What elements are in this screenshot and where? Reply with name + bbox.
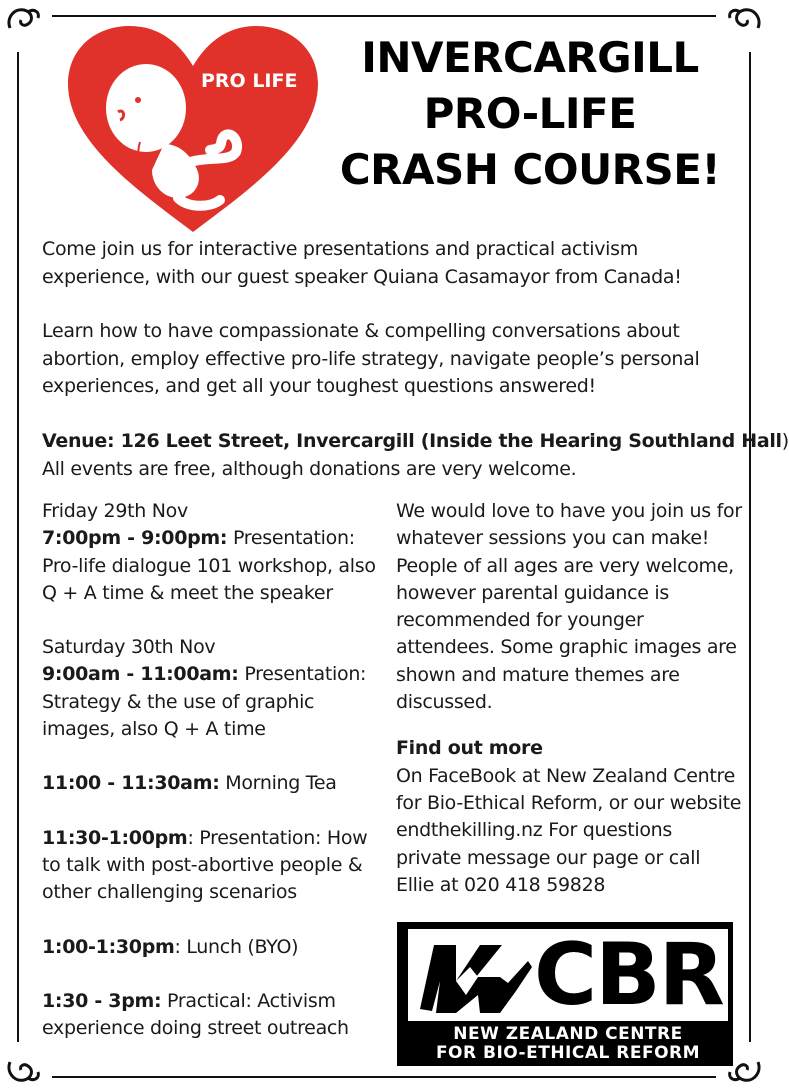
venue-close-paren: ) [781, 430, 789, 452]
venue-section [42, 428, 789, 483]
saturday-block [42, 634, 382, 743]
frame-right-line [749, 52, 751, 1042]
saturday-session-1 [42, 661, 382, 743]
intro-section [42, 236, 742, 401]
friday-block [42, 498, 382, 607]
find-out-more-text: On FaceBook at New Zealand Centre for Bio-Ethical Reform, or our website endthekilling.nz For questions private message our page or call Ellie at 020 418 59828 [396, 764, 742, 896]
frame-left-line [17, 52, 19, 1042]
page-title [330, 30, 730, 198]
session-2-time: 11:00 - 11:30am: [42, 772, 220, 795]
corner-ornament-top-left [4, 4, 44, 44]
frame-top-line [52, 15, 716, 17]
nzcbr-letters: CBR [534, 925, 723, 1025]
saturday-session-4 [42, 934, 382, 961]
friday-session-time: 7:00pm - 9:00pm: [42, 527, 228, 550]
session-4-time: 1:00-1:30pm [42, 935, 175, 958]
saturday-session-5 [42, 988, 382, 1043]
friday-session-desc: Presentation: Pro-life dialogue 101 workshop, also Q + A time & meet the speaker [42, 527, 376, 604]
nz-map-icon [416, 937, 536, 1017]
saturday-date: Saturday 30th Nov [42, 636, 216, 659]
venue-note: All events are free, although donations are very welcome. [42, 457, 577, 480]
info-column [396, 498, 742, 899]
frame-bottom-line [52, 1076, 716, 1078]
session-4-desc: : Lunch (BYO) [174, 935, 299, 958]
corner-ornament-top-right [724, 4, 764, 44]
nzcbr-subtitle-line-2: FOR BIO-ETHICAL REFORM [435, 1043, 701, 1063]
title-line-2: PRO-LIFE [423, 89, 637, 138]
session-5-time: 1:30 - 3pm: [42, 989, 162, 1012]
title-line-3: CRASH COURSE! [339, 145, 721, 194]
saturday-session-3 [42, 825, 382, 907]
find-out-more-heading: Find out more [396, 737, 543, 760]
schedule-column [42, 498, 382, 1042]
venue-label: Venue: 126 Leet Street, Invercargill (Inside the Hearing Southland Hall [42, 430, 782, 452]
friday-session [42, 525, 382, 607]
nzcbr-logo-top [408, 925, 728, 1025]
welcome-paragraph: We would love to have you join us for whatever sessions you can make! People of all ages are very welcome, however parental guidance is recommended for younger attendees. Some graphic images are shown and mature themes are discussed. [396, 500, 742, 714]
title-line-1: INVERCARGILL [361, 33, 699, 82]
session-3-desc: : Presentation: How to talk with post-abortive people & other challenging scenarios [42, 826, 368, 904]
corner-ornament-bottom-left [4, 1046, 44, 1086]
friday-date: Friday 29th Nov [42, 500, 188, 522]
nzcbr-logo [397, 922, 733, 1066]
nzcbr-subtitle-line-1: NEW ZEALAND CENTRE [453, 1024, 683, 1044]
session-2-desc: Morning Tea [219, 772, 337, 795]
pro-life-heart-logo [60, 22, 326, 236]
saturday-session-2 [42, 770, 382, 797]
session-1-desc: Presentation: Strategy & the use of graphic images, also Q + A time [42, 663, 367, 741]
intro-paragraph-1: Come join us for interactive presentations and practical activism experience, with our guest speaker Quiana Casamayor from Canada! [42, 238, 682, 288]
session-1-time: 9:00am - 11:00am: [42, 663, 239, 686]
session-5-desc: Practical: Activism experience doing street outreach [42, 989, 349, 1040]
nzcbr-subtitle [408, 1025, 728, 1063]
pro-life-badge-text: PRO LIFE [201, 70, 298, 92]
session-3-time: 11:30-1:00pm [42, 826, 188, 849]
intro-paragraph-2: Learn how to have compassionate & compelling conversations about abortion, employ effective pro-life strategy, navigate people’s personal experiences, and get all your toughest questions answered! [42, 320, 700, 397]
venue-line [42, 428, 789, 456]
